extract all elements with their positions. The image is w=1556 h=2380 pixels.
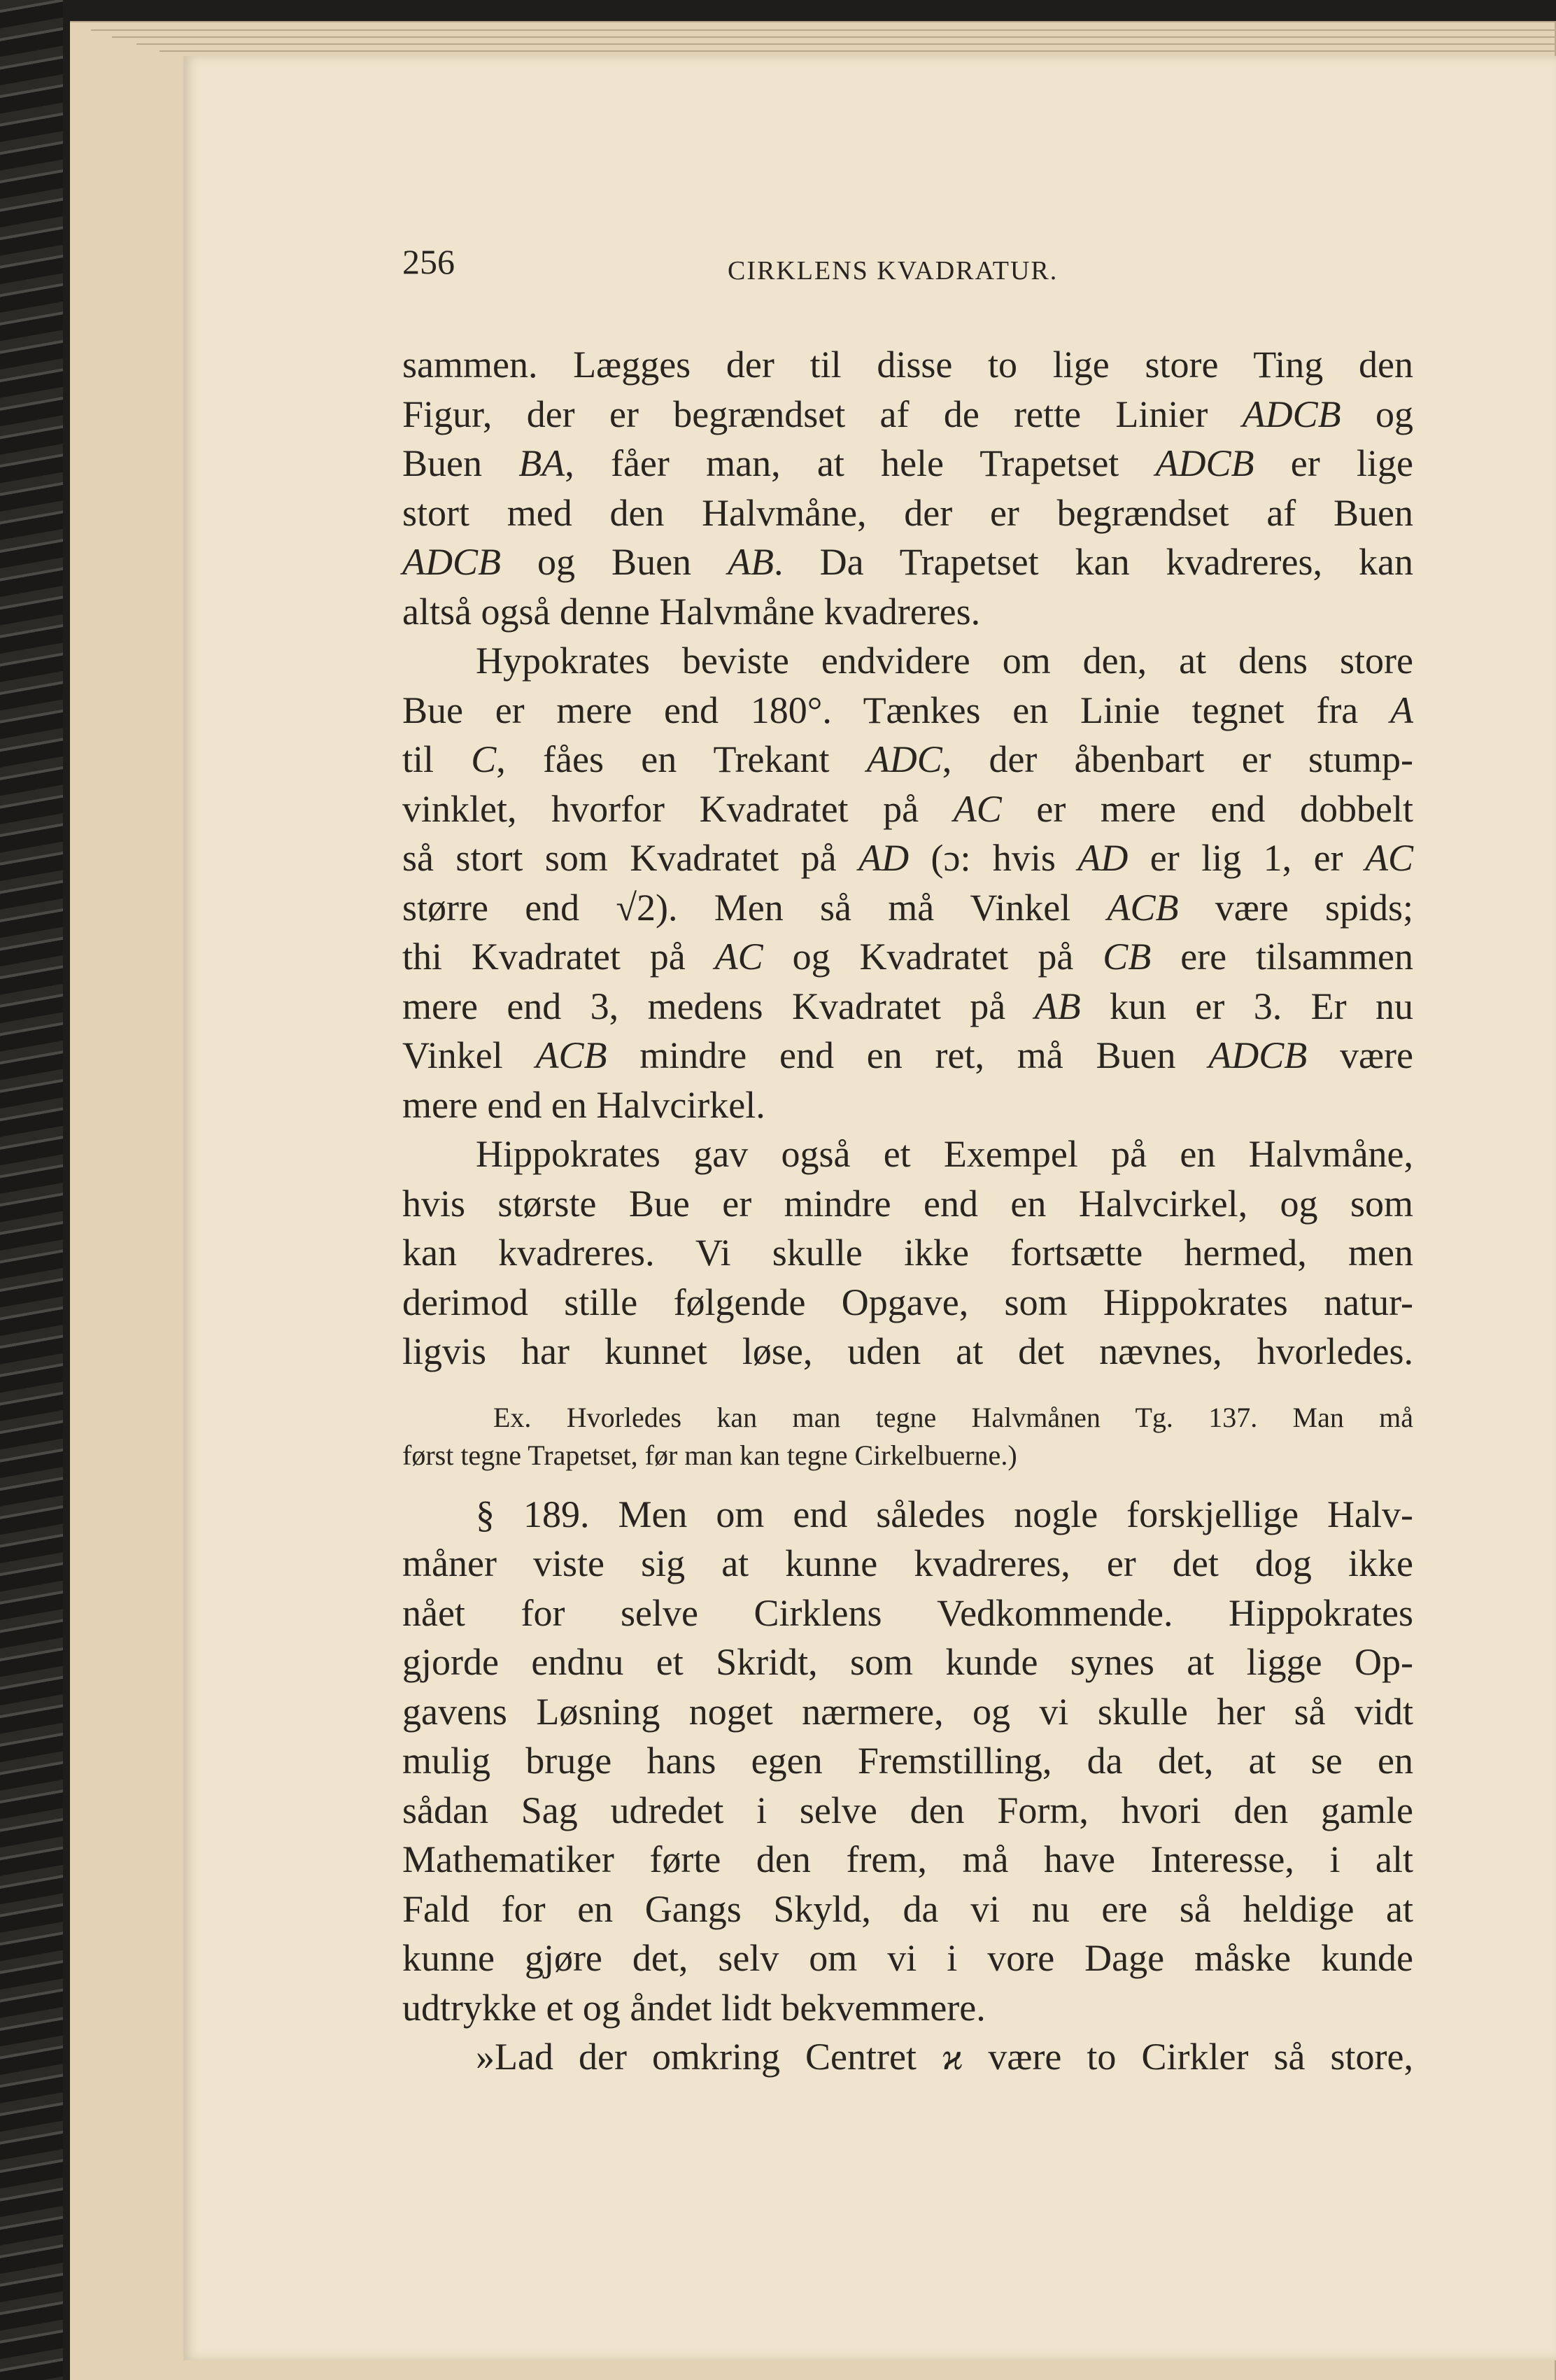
text-line: måner viste sig at kunne kvadreres, er det dog ikke (402, 1542, 1413, 1584)
math-label: AB (728, 541, 775, 583)
text-line: mulig bruge hans egen Fremstilling, da det, at se en (402, 1740, 1413, 1782)
book-binding (0, 0, 63, 2380)
text-line: Figur, der er begrændset af de rette Linier ADCB og (402, 393, 1414, 435)
math-label: AC (953, 787, 1002, 830)
text-line: vinklet, hvorfor Kvadratet på AC er mere end dobbelt (402, 787, 1414, 830)
text-line: »Lad der omkring Centret ϰ være to Cirkler så store, (476, 2036, 1413, 2078)
text-line: ADCB og Buen AB. Da Trapetset kan kvadreres, kan (402, 541, 1413, 583)
math-label: BA (518, 442, 565, 484)
text-line: mere end 3, medens Kvadratet på AB kun er 3. Er nu (402, 985, 1413, 1027)
text-line: stort med den Halvmåne, der er begrændset af Buen (402, 491, 1413, 534)
text-line: Hippokrates gav også et Exempel på en Halvmåne, (476, 1133, 1413, 1175)
math-label: ADCB (402, 541, 501, 583)
text-line: så stort som Kvadratet på AD (ɔ: hvis AD er lig 1, er AC (402, 837, 1413, 879)
text-line: sammen. Lægges der til disse to lige store Ting den (402, 344, 1413, 386)
text-line: Mathematiker førte den frem, må have Interesse, i alt (402, 1838, 1413, 1880)
text-line: Hypokrates beviste endvidere om den, at dens store (476, 640, 1413, 682)
running-title: CIRKLENS KVADRATUR. (728, 256, 1059, 286)
text-line: Bue er mere end 180°. Tænkes en Linie tegnet fra A (402, 689, 1413, 731)
math-label: ADCB (1242, 393, 1341, 435)
math-label: AC (714, 936, 763, 978)
math-label: ϰ (942, 2036, 963, 2078)
text-line: sådan Sag udredet i selve den Form, hvori den gamle (402, 1789, 1413, 1831)
text-line: gavens Løsning noget nærmere, og vi skulle her så vidt (402, 1690, 1413, 1733)
footnote-line: Ex. Hvorledes kan man tegne Halvmånen Tg. 137. Man må (493, 1401, 1413, 1433)
text-line: Buen BA, fåer man, at hele Trapetset ADCB er lige (402, 442, 1413, 484)
math-label: C (471, 738, 497, 780)
text-line: til C, fåes en Trekant ADC, der åbenbart er stump- (402, 738, 1413, 780)
footnote-line: først tegne Trapetset, før man kan tegne Cirkelbuerne.) (402, 1439, 1017, 1471)
math-label: AD (1077, 837, 1129, 879)
math-label: AD (858, 837, 910, 879)
math-label: AC (1364, 837, 1413, 879)
math-label: ADCB (1155, 442, 1254, 484)
text-line: hvis største Bue er mindre end en Halvcirkel, og som (402, 1182, 1413, 1225)
text-line: Fald for en Gangs Skyld, da vi nu ere så heldige at (402, 1887, 1413, 1930)
math-label: ACB (1107, 886, 1179, 929)
text-line: gjorde endnu et Skridt, som kunde synes at ligge Op- (402, 1641, 1413, 1683)
text-line: Vinkel ACB mindre end en ret, må Buen ADCB være (402, 1034, 1413, 1076)
math-label: ACB (535, 1034, 607, 1076)
text-line: mere end en Halvcirkel. (402, 1083, 765, 1126)
text-line: nået for selve Cirklens Vedkommende. Hippokrates (402, 1591, 1413, 1634)
math-label: ADCB (1208, 1034, 1308, 1076)
math-label: A (1390, 689, 1413, 731)
page-number: 256 (402, 242, 455, 281)
text-line: derimod stille følgende Opgave, som Hippokrates natur- (402, 1281, 1413, 1323)
text-line: thi Kvadratet på AC og Kvadratet på CB ere tilsammen (402, 936, 1414, 978)
text-line: § 189. Men om end således nogle forskjellige Halv- (476, 1493, 1413, 1535)
math-label: AB (1034, 985, 1081, 1027)
text-line: kan kvadreres. Vi skulle ikke fortsætte hermed, men (402, 1232, 1413, 1274)
text-line: ligvis har kunnet løse, uden at det nævnes, hvorledes. (402, 1330, 1413, 1372)
text-line: udtrykke et og åndet lidt bekvemmere. (402, 1986, 986, 2029)
text-line: kunne gjøre det, selv om vi i vore Dage måske kunde (402, 1937, 1413, 1979)
text-line: større end √2). Men så må Vinkel ACB være spids; (402, 886, 1413, 929)
math-label: ADC (866, 738, 942, 780)
text-line: altså også denne Halvmåne kvadreres. (402, 590, 981, 633)
math-label: CB (1103, 936, 1152, 978)
